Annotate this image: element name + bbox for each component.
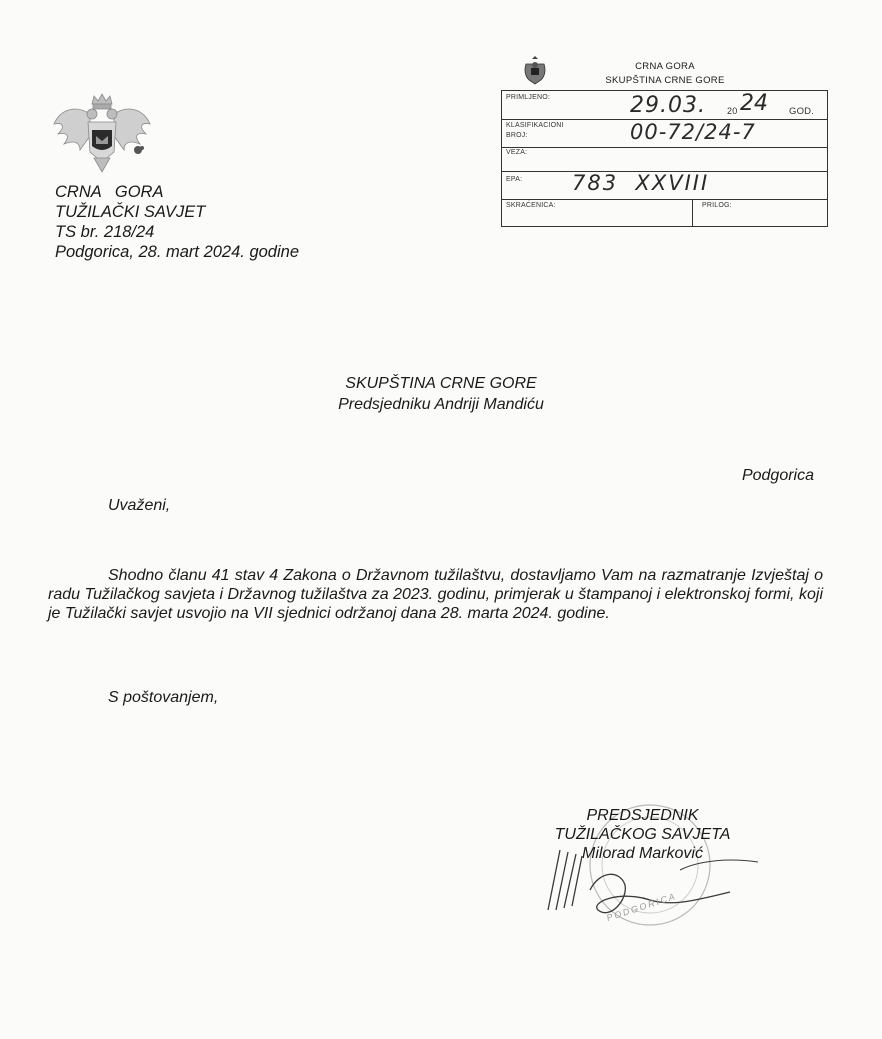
recipient-name: SKUPŠTINA CRNE GORE [345,375,537,392]
stamp-row-link [502,147,827,172]
stamp-received-label: PRIMLJENO: [506,94,551,101]
sender-reference-number: TS br. 218/24 [55,223,155,241]
sender-institution: TUŽILAČKI SAVJET [55,203,206,221]
stamp-classification-value: 00-72/24-7 [630,120,756,144]
registry-stamp [501,90,828,227]
stamp-link-label: VEZA: [506,149,528,156]
stamp-year-prefix: 20 [727,106,738,116]
stamp-received-date: 29.03. [630,93,706,118]
signature-block [530,806,755,863]
signatory-title-2: TUŽILAČKOG SAVJETA [554,826,731,843]
stamp-header-parliament: SKUPŠTINA CRNE GORE [605,75,725,86]
stamp-epa-value: 783 XXVIII [572,171,710,195]
stamp-classification-label-1: KLASIFIKACIONI [506,122,564,129]
stamp-epa-label: EPA: [506,176,523,183]
stamp-header-country: CRNA GORA [635,61,695,72]
stamp-abbreviation-label: SKRAĆENICA: [506,202,556,209]
seal-text: PODGORICA [605,890,678,924]
stamp-attachment-label: PRILOG: [702,202,732,209]
stamp-row-received [502,91,827,120]
greeting: Uvaženi, [108,497,171,514]
letter-body-text: Shodno članu 41 stav 4 Zakona o Državnom tužilaštvu, dostavljamo Vam na razmatranje Izvještaj o radu Tužilačkog savjeta i Državnog tužilaštva za 2023. godinu, primjerak u štampanoj i elektronskoj formi, koji je Tužilački savjet usvojio na VII sjednici održanoj dana 28. marta 2024. godine. [48,567,823,622]
signatory-title-1: PREDSJEDNIK [586,807,699,824]
sender-place-date: Podgorica, 28. mart 2024. godine [55,243,299,261]
letter-body [48,566,823,623]
stamp-row-classification [502,119,827,148]
sender-block [55,182,299,262]
stamp-classification-label-2: BROJ: [506,132,528,139]
recipient-person: Predsjedniku Andriji Mandiću [338,396,544,413]
stamp-god-label: GOD. [789,106,815,117]
stamp-year-value: 24 [740,91,768,116]
signatory-name: Milorad Marković [582,845,703,862]
recipient-place: Podgorica [741,467,814,484]
sender-country: CRNA GORA [55,183,164,201]
coat-of-arms-emblem [50,92,155,174]
stamp-row-epa [502,171,827,200]
stamp-divider [692,199,693,226]
stamp-row-abbreviation [502,199,827,226]
closing: S poštovanjem, [108,689,219,706]
